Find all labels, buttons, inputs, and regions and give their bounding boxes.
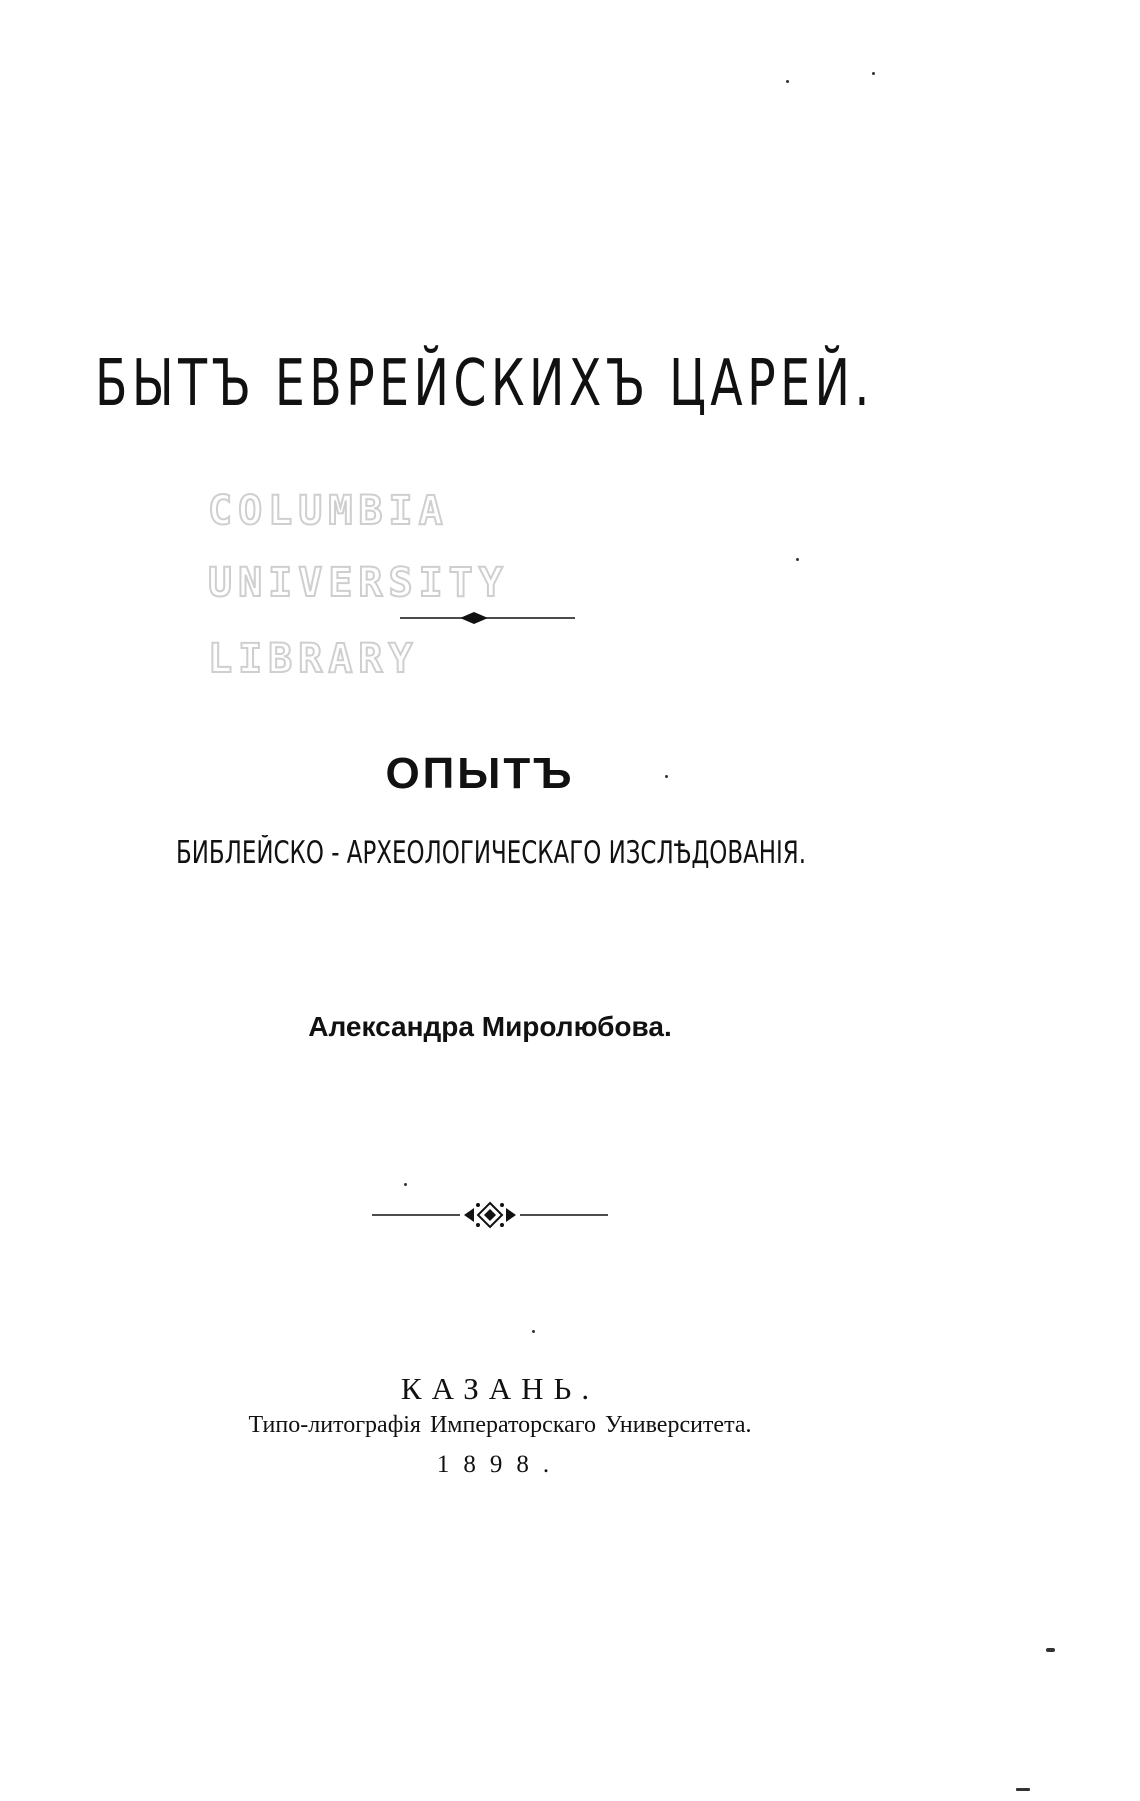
- paper-speck: [1016, 1788, 1030, 1791]
- library-stamp: [208, 488, 568, 698]
- ornament-divider-icon: [372, 1198, 608, 1232]
- stamp-line-3: LIBRARY: [208, 636, 419, 682]
- stamp-line-2: UNIVERSITY: [208, 560, 509, 606]
- subtitle: ОПЫТЪ: [385, 749, 575, 798]
- imprint-city: КАЗАНЬ.: [400, 1371, 600, 1406]
- paper-speck: [796, 558, 799, 561]
- imprint-printer: Типо-литографія Императорскаго Университета.: [248, 1412, 752, 1438]
- author-name: Александра Миролюбова.: [308, 1011, 672, 1042]
- paper-speck: [404, 1183, 407, 1186]
- imprint-year: 1898.: [436, 1451, 564, 1478]
- paper-speck: [786, 80, 789, 83]
- paper-speck: [872, 72, 875, 75]
- paper-speck: [1046, 1648, 1055, 1652]
- diamond-rule-icon: [400, 610, 575, 626]
- book-title: БЫТЪ ЕВРЕЙСКИХЪ ЦАРЕЙ.: [95, 347, 874, 421]
- subtitle-description: БИБЛЕЙСКО - АРХЕОЛОГИЧЕСКАГО ИЗСЛѢДОВАНІЯ.: [176, 835, 807, 871]
- paper-speck: [665, 775, 668, 778]
- stamp-line-1: COLUMBIA: [208, 488, 449, 534]
- paper-speck: [532, 1330, 535, 1333]
